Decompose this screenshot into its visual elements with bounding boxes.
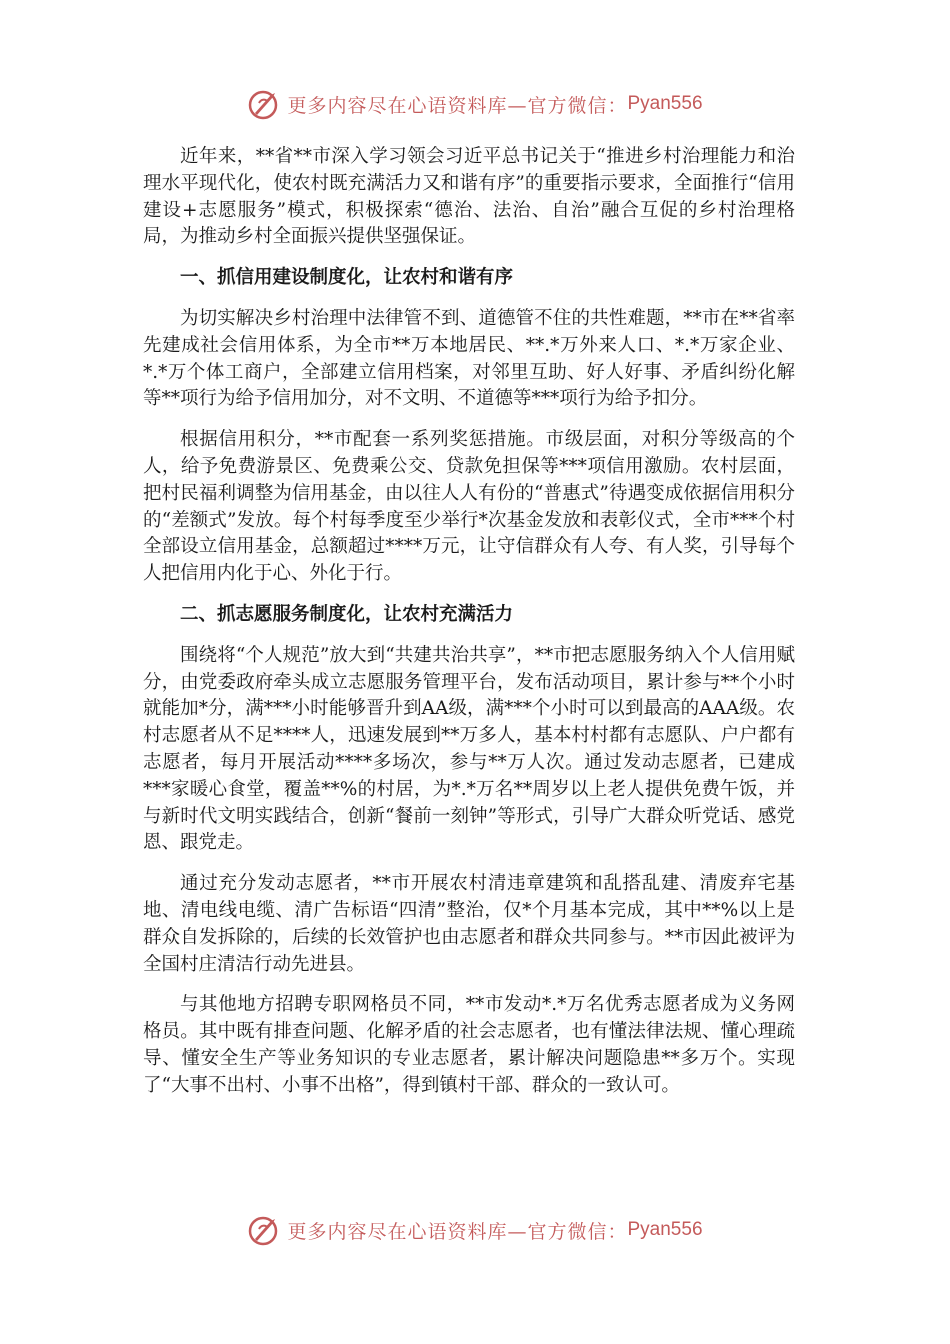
footer-banner-text: 更多内容尽在心语资料库—官方微信： — [287, 1220, 628, 1243]
header-banner-text: 更多内容尽在心语资料库—官方微信： — [287, 94, 628, 117]
pen-logo-icon — [247, 1213, 281, 1247]
section-heading-2: 二、抓志愿服务制度化，让农村充满活力 — [180, 603, 514, 625]
article-body — [143, 144, 795, 1114]
footer-banner — [0, 1210, 950, 1250]
paragraph-3: 围绕将“个人规范”放大到“共建共治共享”，**市把志愿服务纳入个人信用赋分，由党委政府牵头成立志愿服务管理平台，发布活动项目，累计参与**个小时就能加*分，满***小时能够晋升到AA级，满***个小时可以到最高的AAA级。农村志愿者从不足****人，迅速发展到**万多人，基本村村都有志愿队、户户都有志愿者，每月开展活动****多场次，参与**万人次。通过发动志愿者，已建成***家暖心食堂，覆盖**%的村居，为*.*万名**周岁以上老人提供免费午饭，并与新时代文明实践结合，创新“餐前一刻钟”等形式，引导广大群众听党话、感党恩、跟党走。 — [143, 644, 795, 854]
paragraph-4: 通过充分发动志愿者，**市开展农村清违章建筑和乱搭乱建、清废弃宅基地、清电线电缆、清广告标语“四清”整治，仅*个月基本完成，其中**%以上是群众自发拆除的，后续的长效管护也由志愿者和群众共同参与。**市因此被评为全国村庄清洁行动先进县。 — [143, 873, 795, 975]
section-heading-1: 一、抓信用建设制度化，让农村和谐有序 — [180, 267, 514, 289]
paragraph-5: 与其他地方招聘专职网格员不同，**市发动*.*万名优秀志愿者成为义务网格员。其中既有排查问题、化解矛盾的社会志愿者，也有懂法律法规、懂心理疏导、懂安全生产等业务知识的专业志愿者，累计解决问题隐患**多万个。实现了“大事不出村、小事不出格”，得到镇村干部、群众的一致认可。 — [143, 994, 795, 1096]
paragraph-1: 为切实解决乡村治理中法律管不到、道德管不住的共性难题，**市在**省率先建成社会信用体系，为全市**万本地居民、**.*万外来人口、*.*万家企业、*.*万个体工商户，全部建立信用档案，对邻里互助、好人好事、矛盾纠纷化解等**项行为给予信用加分，对不文明、不道德等***项行为给予扣分。 — [143, 307, 795, 410]
pen-logo-icon — [247, 87, 281, 121]
header-banner — [0, 84, 950, 124]
paragraph-2: 根据信用积分，**市配套一系列奖惩措施。市级层面，对积分等级高的个人，给予免费游景区、免费乘公交、贷款免担保等***项信用激励。农村层面，把村民福利调整为信用基金，由以往人人有份的“普惠式”待遇变成依据信用积分的“差额式”发放。每个村每季度至少举行*次基金发放和表彰仪式，全市***个村全部设立信用基金，总额超过****万元，让守信群众有人夸、有人奖，引导每个人把信用内化于心、外化于行。 — [143, 429, 795, 585]
footer-wechat-id: Pyan556 — [627, 1219, 703, 1240]
intro-paragraph: 近年来，**省**市深入学习领会习近平总书记关于“推进乡村治理能力和治理水平现代化，使农村既充满活力又和谐有序”的重要指示要求，全面推行“信用建设+志愿服务”模式，积极探索“德治、法治、自治”融合互促的乡村治理格局，为推动乡村全面振兴提供坚强保证。 — [143, 146, 795, 248]
header-wechat-id: Pyan556 — [627, 93, 703, 114]
